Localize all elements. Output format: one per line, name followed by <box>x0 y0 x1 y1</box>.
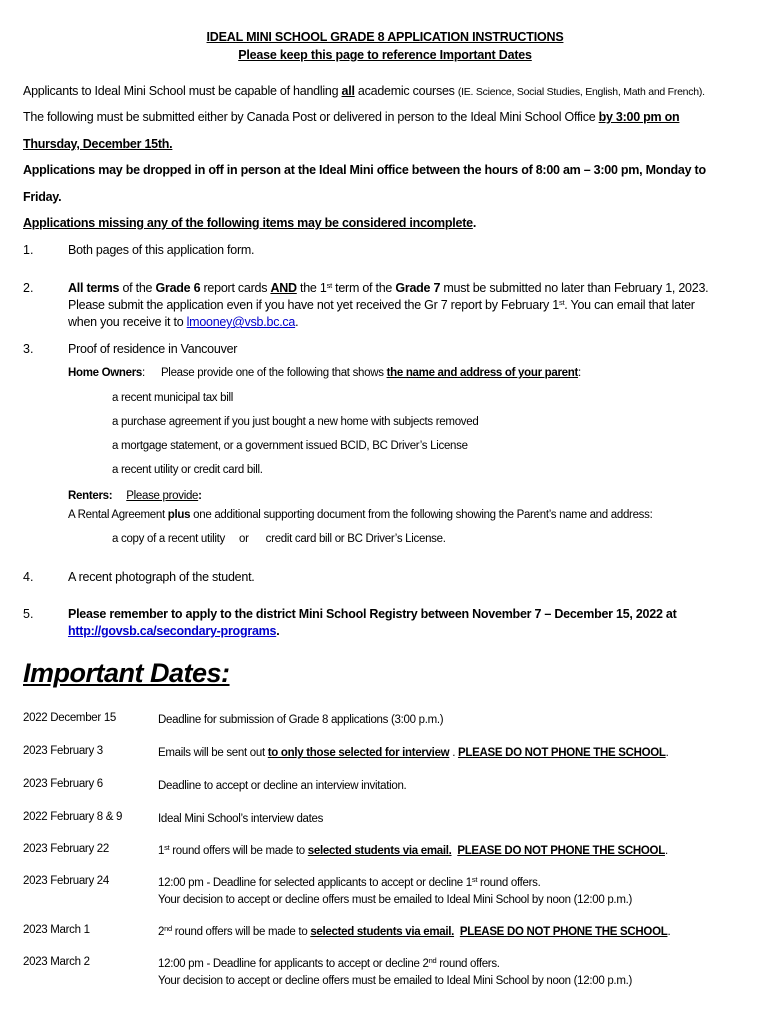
date-label: 2023 February 22 <box>23 843 109 855</box>
date-label: 2023 February 24 <box>23 875 109 887</box>
registry-link[interactable]: http://govsb.ca/secondary-programs <box>68 624 277 638</box>
item-proof-of-residence: Proof of residence in Vancouver <box>68 342 238 356</box>
document-title: IDEAL MINI SCHOOL GRADE 8 APPLICATION INSTRUCTIONS <box>206 30 564 44</box>
important-dates-heading: Important Dates: <box>23 658 230 688</box>
rental-agreement-requirement: A Rental Agreement plus one additional supporting document from the following showing the Parent’s name and address: <box>68 509 653 521</box>
intro-incomplete-warning: Applications missing any of the following items may be considered incomplete. <box>23 216 477 230</box>
intro-capability: Applicants to Ideal Mini School must be capable of handling all academic courses (IE. Science, Social Studies, English, Math and French). <box>23 84 705 98</box>
date-description: Emails will be sent out to only those selected for interview . PLEASE DO NOT PHONE THE SCHOOL. <box>158 747 669 759</box>
item-number-4: 4. <box>23 570 34 584</box>
date-description: Deadline for submission of Grade 8 applications (3:00 p.m.) <box>158 714 444 726</box>
date-description: Ideal Mini School’s interview dates <box>158 813 324 825</box>
intro-dropoff-end: Friday. <box>23 190 62 204</box>
item-number-2: 2. <box>23 281 34 295</box>
item-number-1: 1. <box>23 243 34 257</box>
owner-doc-tax-bill: a recent municipal tax bill <box>112 392 234 404</box>
date-label: 2023 February 3 <box>23 745 103 757</box>
date-description: 1st round offers will be made to selected students via email. PLEASE DO NOT PHONE THE SCHOOL. <box>158 843 668 857</box>
date-label: 2023 March 1 <box>23 924 90 936</box>
item-district-registry: Please remember to apply to the district Mini School Registry between November 7 – December 15, 2022 at http://govsb.ca/secondary-programs. <box>68 607 677 638</box>
date-label: 2022 February 8 & 9 <box>23 811 123 823</box>
date-description: 12:00 pm - Deadline for applicants to accept or decline 2nd round offers. Your decision to accept or decline offers must be emailed to Ideal Mini School by noon (12:00 p.m.) <box>158 956 633 987</box>
date-description: 2nd round offers will be made to selected students via email. PLEASE DO NOT PHONE THE SCHOOL. <box>158 924 671 938</box>
item-number-5: 5. <box>23 607 34 621</box>
email-link[interactable]: lmooney@vsb.bc.ca <box>186 315 296 329</box>
item-report-cards: All terms of the Grade 6 report cards AND the 1st term of the Grade 7 must be submitted no later than February 1, 2023. Please submit the application even if you have not yet received the Gr 7 report by February 1st. You can email that later when you receive it to lmooney@vsb.bc.ca. <box>68 281 709 329</box>
intro-submission: The following must be submitted either by Canada Post or delivered in person to the Ideal Mini School Office by 3:00 pm on <box>23 110 680 124</box>
owner-doc-purchase-agreement: a purchase agreement if you just bought a new home with subjects removed <box>112 416 479 428</box>
date-description: 12:00 pm - Deadline for selected applicants to accept or decline 1st round offers. Your decision to accept or decline offers must be emailed to Ideal Mini School by noon (12:00 p.m.) <box>158 875 633 906</box>
date-description: Deadline to accept or decline an interview invitation. <box>158 780 407 792</box>
date-label: 2023 February 6 <box>23 778 103 790</box>
intro-deadline: Thursday, December 15th. <box>23 137 173 151</box>
item-photograph: A recent photograph of the student. <box>68 570 255 584</box>
item-application-form: Both pages of this application form. <box>68 243 255 257</box>
date-label: 2023 March 2 <box>23 956 90 968</box>
rental-supporting-docs: a copy of a recent utility or credit card bill or BC Driver’s License. <box>112 533 446 545</box>
intro-dropoff: Applications may be dropped in off in person at the Ideal Mini office between the hours of 8:00 am – 3:00 pm, Monday to <box>23 163 706 177</box>
document-subtitle: Please keep this page to reference Important Dates <box>238 48 532 62</box>
owner-doc-utility-bill: a recent utility or credit card bill. <box>112 464 263 476</box>
home-owners-requirement: Home Owners: Please provide one of the following that shows the name and address of your parent: <box>68 367 581 379</box>
owner-doc-mortgage: a mortgage statement, or a government issued BCID, BC Driver’s License <box>112 440 468 452</box>
date-label: 2022 December 15 <box>23 712 117 724</box>
item-number-3: 3. <box>23 342 34 356</box>
renters-requirement: Renters: Please provide: <box>68 490 202 502</box>
